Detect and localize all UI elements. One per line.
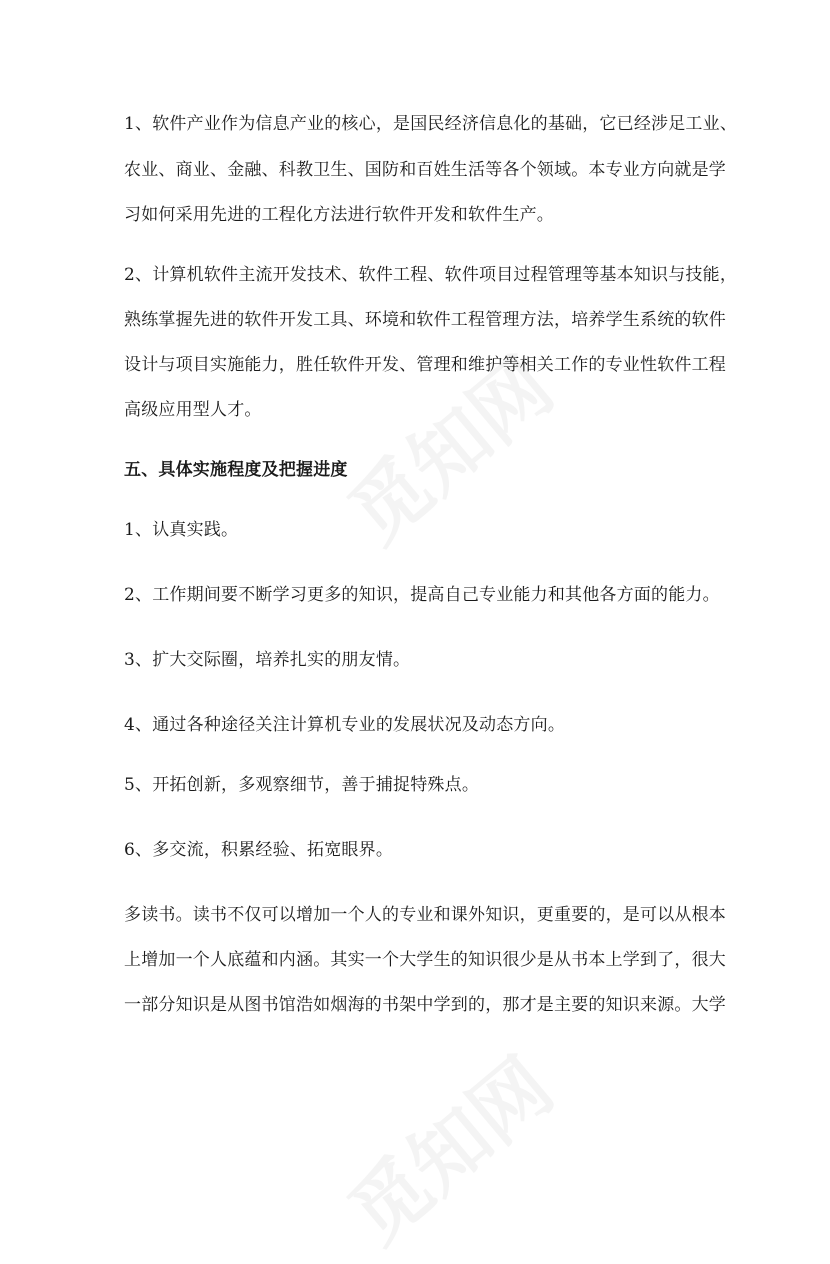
paragraph-line: 一部分知识是从图书馆浩如烟海的书架中学到的，那才是主要的知识来源。大学 (124, 995, 726, 1015)
list-item: 1、认真实践。 (124, 520, 239, 540)
list-item: 4、通过各种途径关注计算机专业的发展状况及动态方向。 (124, 715, 566, 735)
section-heading: 五、具体实施程度及把握进度 (124, 460, 348, 480)
watermark (321, 1028, 572, 1264)
list-item: 3、扩大交际圈，培养扎实的朋友情。 (124, 650, 411, 670)
paragraph-line: 设计与项目实施能力，胜任软件开发、管理和维护等相关工作的专业性软件工程 (124, 355, 726, 375)
paragraph-line: 习如何采用先进的工程化方法进行软件开发和软件生产。 (124, 205, 554, 225)
paragraph-line: 农业、商业、金融、科教卫生、国防和百姓生活等各个领域。本专业方向就是学 (124, 160, 726, 180)
list-item: 5、开拓创新，多观察细节，善于捕捉特殊点。 (124, 775, 480, 795)
paragraph-line: 多读书。读书不仅可以增加一个人的专业和课外知识，更重要的，是可以从根本 (124, 905, 726, 925)
paragraph-line: 高级应用型人才。 (124, 400, 262, 420)
list-item: 2、工作期间要不断学习更多的知识，提高自己专业能力和其他各方面的能力。 (124, 585, 720, 605)
paragraph-line: 熟练掌握先进的软件开发工具、环境和软件工程管理方法，培养学生系统的软件 (124, 310, 726, 330)
list-item: 6、多交流，积累经验、拓宽眼界。 (124, 840, 394, 860)
paragraph-line: 上增加一个人底蕴和内涵。其实一个大学生的知识很少是从书本上学到了，很大 (124, 950, 726, 970)
paragraph-line: 1、软件产业作为信息产业的核心，是国民经济信息化的基础，它已经涉足工业、 (124, 114, 738, 134)
paragraph-line: 2、计算机软件主流开发技术、软件工程、软件项目过程管理等基本知识与技能， (124, 265, 738, 285)
